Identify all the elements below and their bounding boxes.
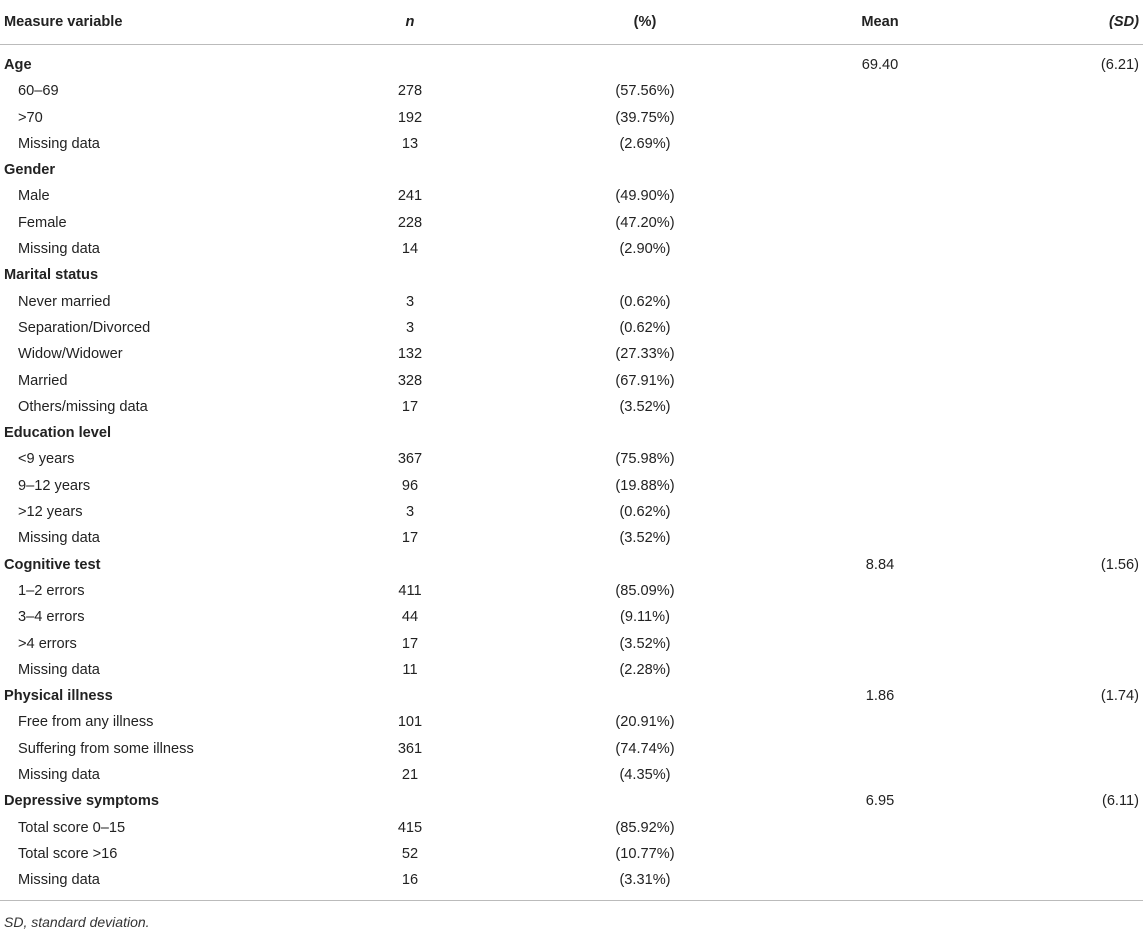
table-row [0,236,1143,262]
cell-n: 3 [405,293,415,310]
cell-percent: (10.77%) [615,845,675,862]
row-label: Suffering from some illness [18,740,194,757]
row-label: Female [18,214,67,231]
table-footnote: SD, standard deviation. [4,914,150,930]
cell-percent: (57.56%) [615,83,675,100]
group-label: Cognitive test [4,556,101,573]
row-label: Total score >16 [18,845,118,862]
table-row [0,105,1143,131]
group-label: Marital status [4,267,99,284]
cell-percent: (75.98%) [615,451,675,468]
row-label: Missing data [18,661,100,678]
row-label: Married [18,372,68,389]
table-row [0,525,1143,551]
cell-sd: (6.21) [1100,57,1139,73]
cell-n: 11 [402,661,418,678]
cell-percent: (74.74%) [615,740,675,757]
cell-percent: (0.62%) [619,319,671,336]
table-row [0,762,1143,788]
row-label: >12 years [18,504,83,521]
cell-percent: (2.90%) [619,241,671,258]
cell-percent: (20.91%) [615,714,675,731]
cell-n: 361 [397,740,423,757]
cell-percent: (47.20%) [615,214,675,231]
row-label: Others/missing data [18,398,148,415]
group-label: Gender [4,162,56,179]
row-label: Widow/Widower [18,346,123,363]
cell-percent: (0.62%) [619,504,671,521]
cell-mean: 1.86 [865,688,895,705]
table-row [0,657,1143,683]
table-group-row [0,552,1143,578]
cell-n: 228 [397,214,423,231]
table-row [0,315,1143,341]
cell-n: 328 [397,372,423,389]
header-mean: Mean [861,14,899,30]
cell-percent: (2.28%) [619,661,671,678]
cell-mean: 69.40 [861,57,899,73]
cell-n: 132 [397,346,423,363]
cell-percent: (3.52%) [619,635,671,652]
cell-percent: (49.90%) [615,188,675,205]
cell-percent: (3.31%) [619,872,671,889]
table-row [0,78,1143,104]
cell-n: 3 [405,504,415,521]
cell-n: 13 [401,135,419,152]
cell-percent: (85.92%) [615,819,675,836]
table-row [0,841,1143,867]
row-label: Missing data [18,767,100,784]
cell-n: 3 [405,319,415,336]
cell-n: 17 [401,530,419,547]
cell-percent: (67.91%) [615,372,675,389]
cell-n: 415 [397,819,423,836]
cell-percent: (0.62%) [619,293,671,310]
table-row [0,183,1143,209]
cell-n: 16 [401,872,419,889]
table-group-row [0,788,1143,814]
group-label: Physical illness [4,688,113,705]
table-group-row [0,157,1143,183]
cell-n: 21 [401,767,419,784]
table-row [0,499,1143,525]
table-header [0,0,1143,45]
header-measure-variable: Measure variable [4,14,123,30]
cell-n: 241 [397,188,423,205]
row-label: Missing data [18,872,100,889]
group-label: Age [4,57,32,73]
table-row [0,368,1143,394]
cell-n: 96 [401,477,419,494]
table-row [0,289,1143,315]
cell-percent: (39.75%) [615,109,675,126]
cell-percent: (85.09%) [615,582,675,599]
cell-sd: (1.56) [1100,556,1139,573]
cell-mean: 6.95 [865,793,895,810]
row-label: >4 errors [18,635,77,652]
cell-sd: (6.11) [1101,793,1139,810]
cell-n: 17 [401,635,419,652]
cell-n: 44 [401,609,419,626]
table-row [0,394,1143,420]
cell-percent: (3.52%) [619,530,671,547]
table-group-row [0,52,1143,78]
row-label: Free from any illness [18,714,154,731]
table-row [0,815,1143,841]
table-group-row [0,683,1143,709]
row-label: Missing data [18,530,100,547]
cell-mean: 8.84 [865,556,895,573]
row-label: Separation/Divorced [18,319,151,336]
row-label: Missing data [18,241,100,258]
row-label: Missing data [18,135,100,152]
table-row [0,604,1143,630]
cell-percent: (19.88%) [615,477,675,494]
cell-n: 17 [401,398,419,415]
row-label: <9 years [18,451,75,468]
table-row [0,867,1143,893]
cell-n: 52 [401,845,419,862]
table-row [0,578,1143,604]
row-label: Male [18,188,50,205]
group-label: Depressive symptoms [4,793,159,810]
header-percent: (%) [633,14,657,30]
header-sd: (SD) [1109,14,1139,30]
table-row [0,210,1143,236]
cell-percent: (4.35%) [619,767,671,784]
cell-percent: (2.69%) [619,135,671,152]
row-label: 60–69 [18,83,59,100]
cell-percent: (3.52%) [619,398,671,415]
table-row [0,473,1143,499]
cell-n: 367 [397,451,423,468]
cell-percent: (9.11%) [619,609,671,626]
cell-n: 192 [397,109,423,126]
table-row [0,341,1143,367]
table-row [0,446,1143,472]
cell-n: 411 [398,582,422,599]
cell-sd: (1.74) [1100,688,1139,705]
row-label: 3–4 errors [18,609,85,626]
table-row [0,736,1143,762]
row-label: Total score 0–15 [18,819,126,836]
cell-n: 14 [401,241,419,258]
cell-n: 278 [397,83,423,100]
table-group-row [0,262,1143,288]
table-row [0,631,1143,657]
group-label: Education level [4,425,112,442]
row-label: >70 [18,109,43,126]
table-row [0,709,1143,735]
cell-n: 101 [397,714,423,731]
table-group-row [0,420,1143,446]
cell-percent: (27.33%) [615,346,675,363]
row-label: 1–2 errors [18,582,85,599]
row-label: 9–12 years [18,477,91,494]
table-body [0,45,1143,901]
row-label: Never married [18,293,111,310]
header-n: n [405,14,415,30]
table-row [0,131,1143,157]
